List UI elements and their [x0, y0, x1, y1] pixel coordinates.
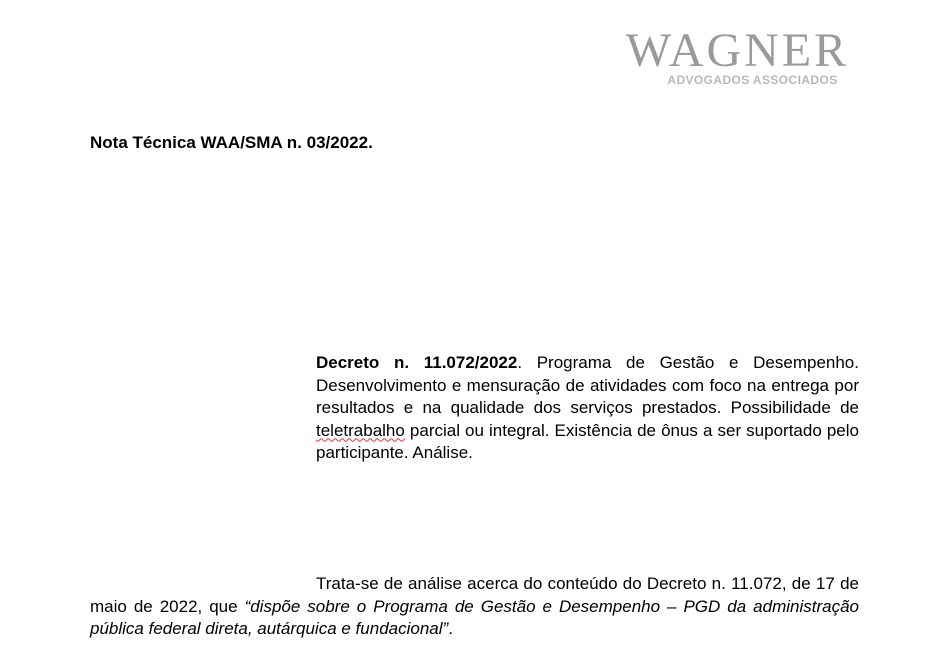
- logo-subtitle: ADVOGADOS ASSOCIADOS: [667, 73, 838, 87]
- decree-quote: “dispõe sobre o Programa de Gestão e Desempenho – PGD da administração pública federal direta, autárquica e fundacional”: [90, 596, 859, 638]
- spellcheck-flagged-word[interactable]: teletrabalho: [316, 420, 405, 440]
- company-logo: [600, 24, 875, 87]
- document-title: Nota Técnica WAA/SMA n. 03/2022.: [90, 133, 373, 152]
- ementa-text-after: parcial ou integral. Existência de ônus a ser suportado pelo participante. Análise.: [316, 420, 859, 462]
- ementa-text-before: . Programa de Gestão e Desempenho. Desenvolvimento e mensuração de atividades com foco na entrega por resultados e na qualidade dos serviços prestados. Possibilidade de: [316, 353, 859, 417]
- body-paragraph: [90, 573, 859, 641]
- ementa-paragraph: [316, 352, 859, 465]
- paragraph-text-end: .: [448, 619, 453, 638]
- logo-name: WAGNER: [625, 24, 850, 77]
- ementa-lead: Decreto n. 11.072/2022: [316, 353, 518, 372]
- paragraph-text-start: Trata-se de análise acerca do conteúdo do Decreto n. 11.072, de 17 de maio de 2022, que: [90, 574, 859, 616]
